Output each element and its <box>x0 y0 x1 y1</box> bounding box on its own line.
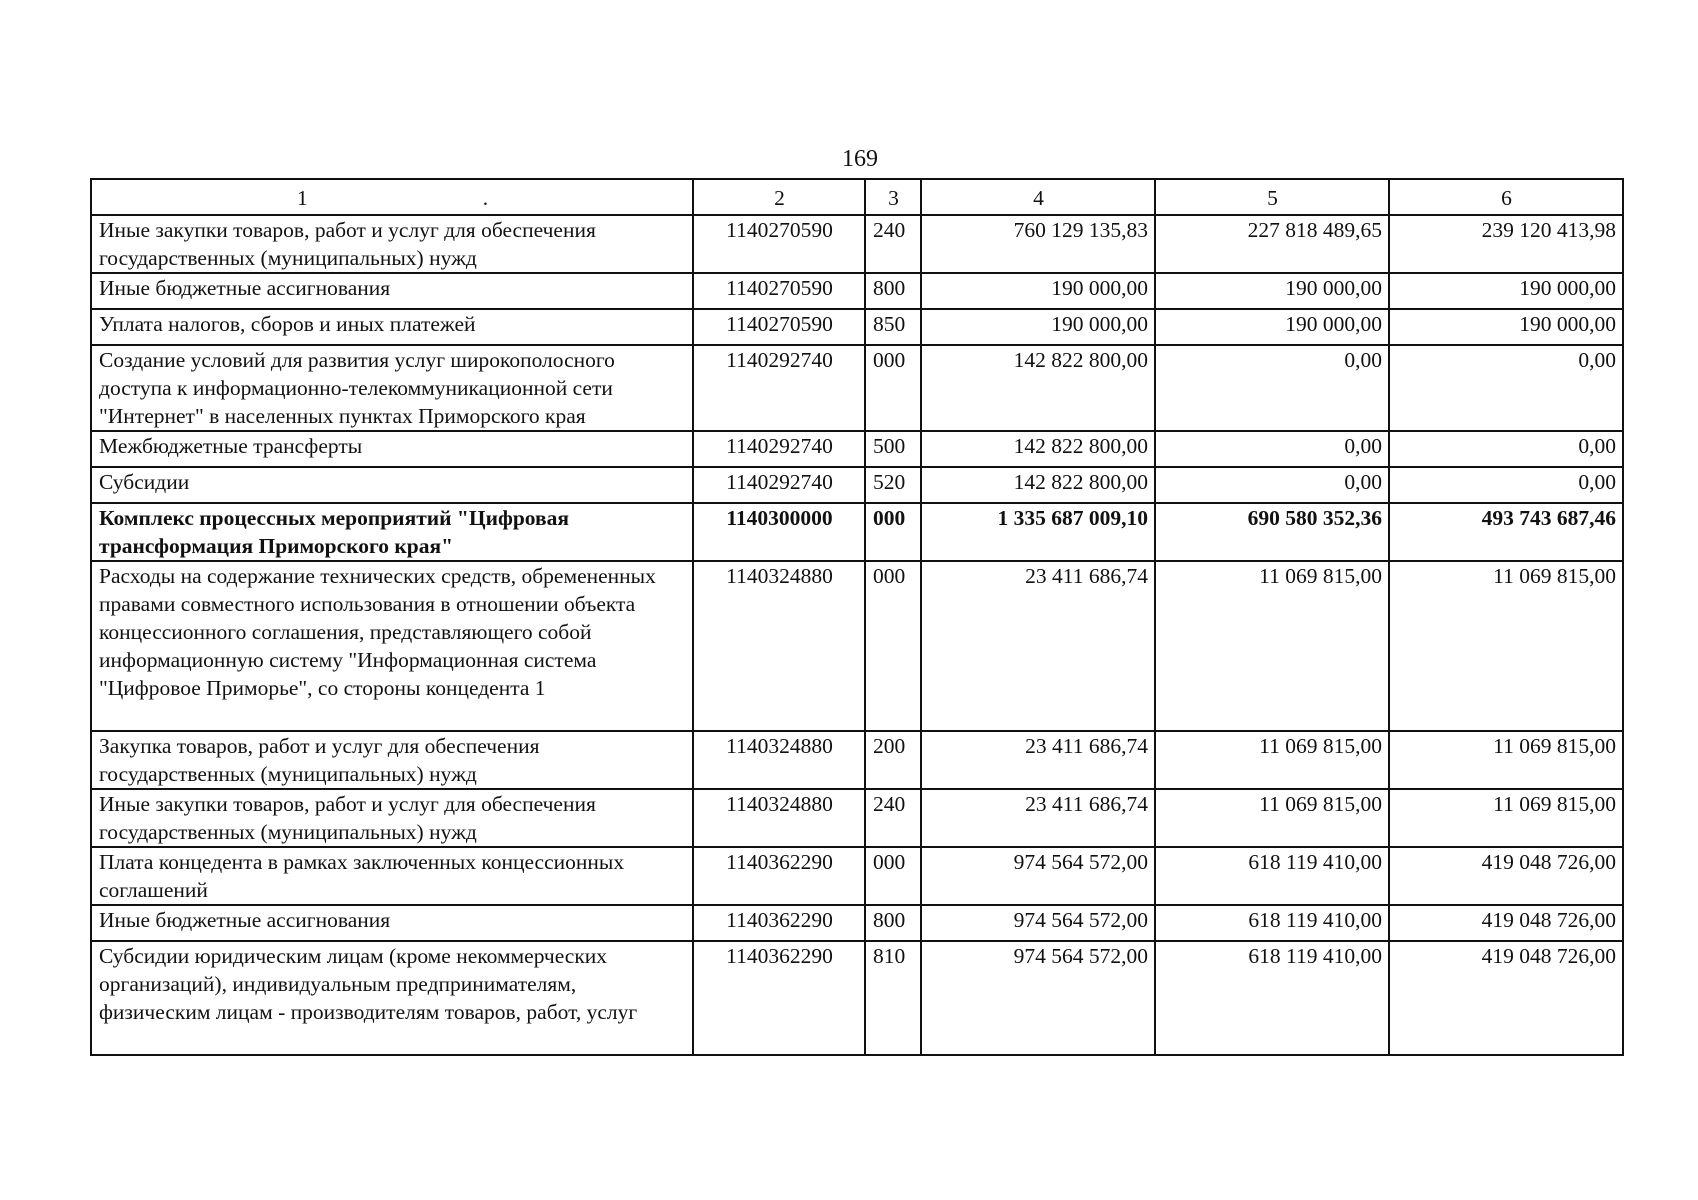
row-name: Межбюджетные трансферты <box>91 431 693 467</box>
header-cell-4: 4 <box>921 179 1155 215</box>
row-value-col4: 974 564 572,00 <box>921 941 1155 1055</box>
row-value-col6: 190 000,00 <box>1389 309 1623 345</box>
row-value-col4: 142 822 800,00 <box>921 345 1155 431</box>
row-value-col6: 0,00 <box>1389 345 1623 431</box>
header-cell-5: 5 <box>1155 179 1389 215</box>
table-row <box>91 789 1623 847</box>
row-value-col5: 690 580 352,36 <box>1155 503 1389 561</box>
header-cell-3: 3 <box>865 179 921 215</box>
row-value-col5: 618 119 410,00 <box>1155 847 1389 905</box>
row-expense-type: 000 <box>865 345 921 431</box>
row-name: Субсидии юридическим лицам (кроме некоммерческих организаций), индивидуальным предпринимателям, физическим лицам - производителям товаров, работ, услуг <box>91 941 693 1055</box>
row-expense-type: 200 <box>865 731 921 789</box>
row-name: Плата концедента в рамках заключенных концессионных соглашений <box>91 847 693 905</box>
row-value-col5: 0,00 <box>1155 345 1389 431</box>
row-code: 1140324880 <box>693 731 865 789</box>
row-value-col4: 190 000,00 <box>921 273 1155 309</box>
row-expense-type: 000 <box>865 503 921 561</box>
row-value-col5: 190 000,00 <box>1155 273 1389 309</box>
row-value-col4: 1 335 687 009,10 <box>921 503 1155 561</box>
row-name: Субсидии <box>91 467 693 503</box>
row-name: Расходы на содержание технических средств, обремененных правами совместного использования в отношении объекта концессионного соглашения, представляющего собой информационную систему "Информационная система "Цифровое Приморье", со стороны концедента 1 <box>91 561 693 731</box>
row-expense-type: 240 <box>865 215 921 273</box>
row-name: Закупка товаров, работ и услуг для обеспечения государственных (муниципальных) нужд <box>91 731 693 789</box>
row-value-col5: 11 069 815,00 <box>1155 789 1389 847</box>
row-name: Комплекс процессных мероприятий "Цифровая трансформация Приморского края" <box>91 503 693 561</box>
row-name: Иные закупки товаров, работ и услуг для обеспечения государственных (муниципальных) нужд <box>91 789 693 847</box>
row-value-col5: 618 119 410,00 <box>1155 905 1389 941</box>
row-name: Уплата налогов, сборов и иных платежей <box>91 309 693 345</box>
row-name: Иные закупки товаров, работ и услуг для обеспечения государственных (муниципальных) нужд <box>91 215 693 273</box>
row-value-col5: 0,00 <box>1155 467 1389 503</box>
row-expense-type: 520 <box>865 467 921 503</box>
table-row <box>91 309 1623 345</box>
row-value-col5: 618 119 410,00 <box>1155 941 1389 1055</box>
row-name: Иные бюджетные ассигнования <box>91 273 693 309</box>
row-code: 1140270590 <box>693 215 865 273</box>
table-row <box>91 431 1623 467</box>
table-row <box>91 905 1623 941</box>
row-value-col6: 190 000,00 <box>1389 273 1623 309</box>
row-code: 1140324880 <box>693 789 865 847</box>
row-value-col6: 419 048 726,00 <box>1389 941 1623 1055</box>
row-expense-type: 850 <box>865 309 921 345</box>
row-value-col4: 23 411 686,74 <box>921 731 1155 789</box>
row-expense-type: 240 <box>865 789 921 847</box>
row-expense-type: 800 <box>865 905 921 941</box>
row-value-col4: 760 129 135,83 <box>921 215 1155 273</box>
table-row <box>91 215 1623 273</box>
table-row-section <box>91 503 1623 561</box>
table-row <box>91 345 1623 431</box>
table-row <box>91 847 1623 905</box>
row-value-col4: 974 564 572,00 <box>921 847 1155 905</box>
header-cell-2: 2 <box>693 179 865 215</box>
row-code: 1140292740 <box>693 431 865 467</box>
table-row <box>91 941 1623 1055</box>
row-code: 1140300000 <box>693 503 865 561</box>
page-number: 169 <box>842 146 878 172</box>
header-cell-1-mark: . <box>482 186 489 210</box>
row-expense-type: 000 <box>865 847 921 905</box>
row-value-col6: 11 069 815,00 <box>1389 731 1623 789</box>
row-value-col5: 227 818 489,65 <box>1155 215 1389 273</box>
row-value-col4: 190 000,00 <box>921 309 1155 345</box>
row-expense-type: 500 <box>865 431 921 467</box>
row-code: 1140270590 <box>693 273 865 309</box>
row-value-col4: 23 411 686,74 <box>921 561 1155 731</box>
row-value-col5: 11 069 815,00 <box>1155 731 1389 789</box>
row-code: 1140324880 <box>693 561 865 731</box>
header-cell-1 <box>91 179 693 215</box>
row-value-col6: 419 048 726,00 <box>1389 847 1623 905</box>
row-value-col6: 11 069 815,00 <box>1389 561 1623 731</box>
table-row <box>91 561 1623 731</box>
row-value-col6: 0,00 <box>1389 467 1623 503</box>
row-expense-type: 810 <box>865 941 921 1055</box>
row-value-col6: 11 069 815,00 <box>1389 789 1623 847</box>
row-name: Иные бюджетные ассигнования <box>91 905 693 941</box>
row-code: 1140362290 <box>693 905 865 941</box>
row-value-col5: 0,00 <box>1155 431 1389 467</box>
budget-table <box>90 178 1624 1056</box>
row-code: 1140362290 <box>693 847 865 905</box>
row-code: 1140362290 <box>693 941 865 1055</box>
header-row <box>91 179 1623 215</box>
header-cell-6: 6 <box>1389 179 1623 215</box>
row-value-col5: 11 069 815,00 <box>1155 561 1389 731</box>
row-name: Создание условий для развития услуг широкополосного доступа к информационно-телекоммуникационной сети "Интернет" в населенных пунктах Приморского края <box>91 345 693 431</box>
row-value-col4: 23 411 686,74 <box>921 789 1155 847</box>
row-code: 1140292740 <box>693 467 865 503</box>
row-value-col6: 419 048 726,00 <box>1389 905 1623 941</box>
table-row <box>91 273 1623 309</box>
table-row <box>91 731 1623 789</box>
row-value-col6: 0,00 <box>1389 431 1623 467</box>
row-value-col4: 142 822 800,00 <box>921 467 1155 503</box>
header-cell-1-label: 1 <box>296 186 308 210</box>
row-code: 1140292740 <box>693 345 865 431</box>
row-value-col4: 974 564 572,00 <box>921 905 1155 941</box>
table-row <box>91 467 1623 503</box>
row-expense-type: 800 <box>865 273 921 309</box>
row-code: 1140270590 <box>693 309 865 345</box>
row-value-col4: 142 822 800,00 <box>921 431 1155 467</box>
row-value-col5: 190 000,00 <box>1155 309 1389 345</box>
row-value-col6: 493 743 687,46 <box>1389 503 1623 561</box>
row-expense-type: 000 <box>865 561 921 731</box>
row-value-col6: 239 120 413,98 <box>1389 215 1623 273</box>
